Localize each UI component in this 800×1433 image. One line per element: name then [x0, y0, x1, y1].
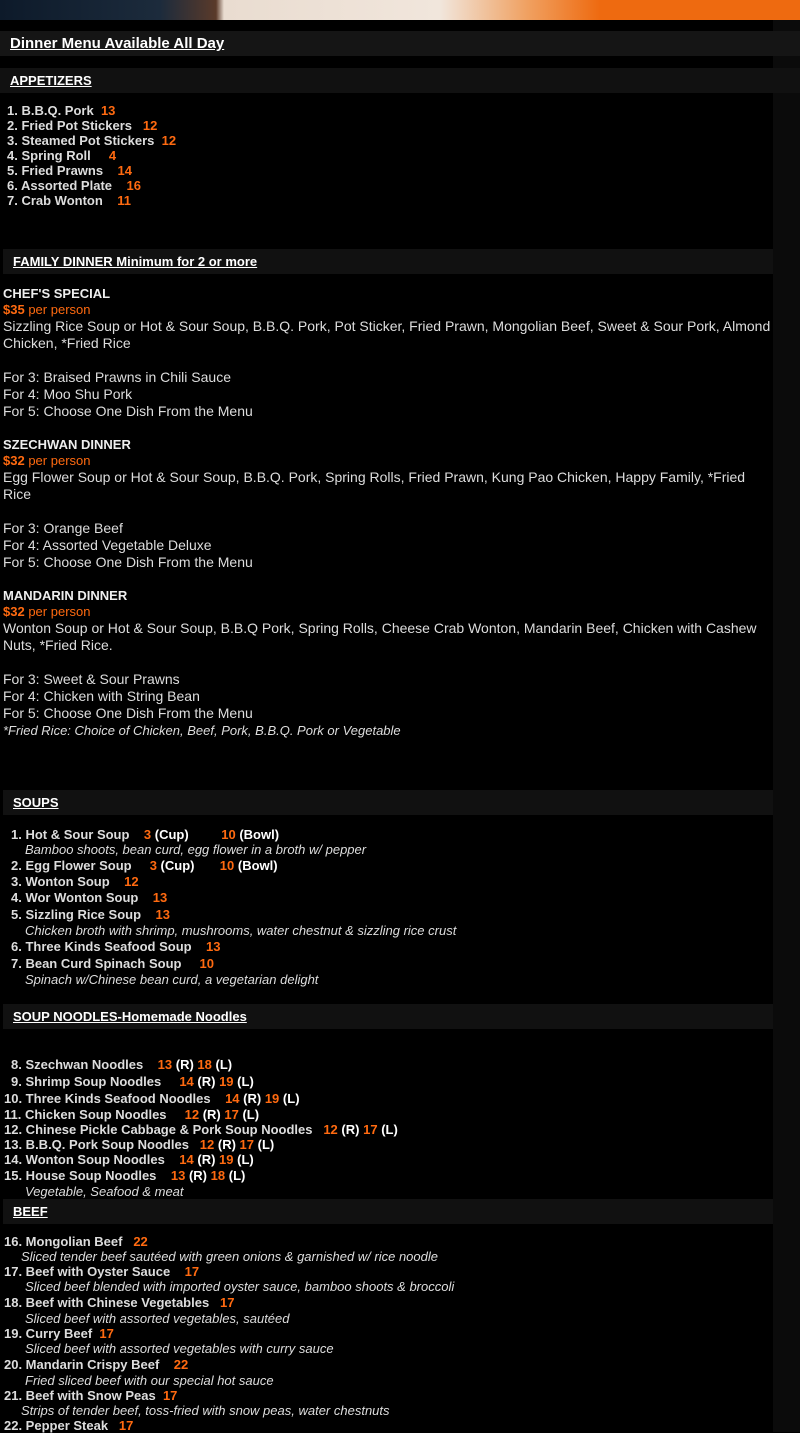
soup-item-5-description: Chicken broth with shrimp, mushrooms, water chestnut & sizzling rice crust	[25, 923, 457, 938]
item-label: 1. Hot & Sour Soup	[11, 827, 130, 842]
item-price: 12	[161, 133, 177, 148]
large-price: 18	[197, 1057, 212, 1072]
beef-item-20	[4, 1357, 188, 1372]
beef-item-19-description: Sliced beef with assorted vegetables with curry sauce	[25, 1341, 334, 1356]
item-price: 10	[199, 956, 214, 971]
noodle-item-9	[11, 1074, 254, 1089]
item-label: 19. Curry Beef	[4, 1326, 93, 1341]
soup-item-7	[11, 956, 214, 971]
item-price: 12	[124, 874, 139, 889]
item-label: 14. Wonton Soup Noodles	[4, 1152, 165, 1167]
regular-price: 14	[225, 1091, 240, 1106]
item-label: 8. Szechwan Noodles	[11, 1057, 144, 1072]
beef-item-16-description: Sliced tender beef sautéed with green onions & garnished w/ rice noodle	[21, 1249, 438, 1264]
chefs-special-description: Sizzling Rice Soup or Hot & Sour Soup, B.B.Q. Pork, Pot Sticker, Fried Prawn, Mongolian Beef, Sweet & Sour Pork, Almond Chicken, *Fried Rice	[3, 318, 771, 351]
item-label: 3. Steamed Pot Stickers	[7, 133, 155, 148]
regular-label: (R)	[341, 1122, 360, 1137]
bowl-label: (Bowl)	[239, 827, 280, 842]
soup-noodles-heading-link[interactable]: SOUP NOODLES-Homemade Noodles	[13, 1009, 247, 1024]
item-label: 22. Pepper Steak	[4, 1418, 109, 1433]
item-label: 7. Crab Wonton	[7, 193, 103, 208]
item-label: 5. Sizzling Rice Soup	[11, 907, 142, 922]
regular-price: 14	[179, 1074, 194, 1089]
item-label: 6. Three Kinds Seafood Soup	[11, 939, 192, 954]
beef-header-bar	[3, 1199, 773, 1224]
beef-item-16	[4, 1234, 148, 1249]
mandarin-dinner-description: Wonton Soup or Hot & Sour Soup, B.B.Q Pork, Spring Rolls, Cheese Crab Wonton, Mandarin Beef, Chicken with Cashew Nuts, *Fried Rice.	[3, 620, 757, 653]
item-label: 17. Beef with Oyster Sauce	[4, 1264, 171, 1279]
mandarin-dinner-price	[3, 604, 90, 619]
beef-item-17-description: Sliced beef blended with imported oyster sauce, bamboo shoots & broccoli	[25, 1279, 455, 1294]
large-price: 17	[224, 1107, 239, 1122]
mandarin-dinner-for3: For 3: Sweet & Sour Prawns	[3, 671, 180, 687]
item-label: 18. Beef with Chinese Vegetables	[4, 1295, 210, 1310]
item-label: 11. Chicken Soup Noodles	[4, 1107, 167, 1122]
appetizers-header-bar	[0, 68, 800, 93]
item-label: 16. Mongolian Beef	[4, 1234, 123, 1249]
appetizer-item-4	[7, 148, 116, 163]
szechwan-dinner-description: Egg Flower Soup or Hot & Sour Soup, B.B.Q. Pork, Spring Rolls, Fried Prawn, Kung Pao Chicken, Happy Family, *Fried Rice	[3, 469, 746, 502]
item-price: 17	[99, 1326, 114, 1341]
item-price: 13	[206, 939, 221, 954]
chefs-special-price	[3, 302, 90, 317]
large-label: (L)	[282, 1091, 300, 1106]
item-price: 17	[184, 1264, 200, 1279]
bowl-label: (Bowl)	[237, 858, 278, 873]
regular-label: (R)	[243, 1091, 262, 1106]
item-price: 13	[152, 890, 168, 905]
price-amount: $32	[3, 604, 25, 619]
soup-item-3	[11, 874, 139, 889]
item-price: 4	[108, 148, 117, 163]
item-label: 1. B.B.Q. Pork	[7, 103, 94, 118]
item-price: 17	[118, 1418, 134, 1433]
price-per: per person	[28, 604, 91, 619]
beef-heading-link[interactable]: BEEF	[13, 1204, 48, 1219]
regular-label: (R)	[202, 1107, 221, 1122]
regular-price: 13	[157, 1057, 173, 1072]
item-price: 13	[155, 907, 170, 922]
soups-heading-link[interactable]: SOUPS	[13, 795, 59, 810]
large-label: (L)	[237, 1074, 254, 1089]
large-label: (L)	[215, 1057, 233, 1072]
appetizers-heading-link[interactable]: APPETIZERS	[10, 73, 92, 88]
family-dinner-heading-link[interactable]: FAMILY DINNER Minimum for 2 or more	[13, 254, 258, 269]
price-per: per person	[28, 453, 91, 468]
item-label: 10. Three Kinds Seafood Noodles	[4, 1091, 211, 1106]
item-label: 4. Spring Roll	[7, 148, 91, 163]
regular-price: 12	[184, 1107, 200, 1122]
cup-price: 3	[143, 827, 152, 842]
item-price: 11	[117, 193, 132, 208]
noodle-item-13	[4, 1137, 274, 1152]
large-price: 19	[219, 1074, 234, 1089]
beef-item-21-description: Strips of tender beef, toss-fried with snow peas, water chestnuts	[21, 1403, 390, 1418]
item-label: 21. Beef with Snow Peas	[4, 1388, 156, 1403]
bowl-price: 10	[221, 827, 236, 842]
soup-item-5	[11, 907, 170, 922]
bowl-price: 10	[219, 858, 235, 873]
noodle-item-8	[11, 1057, 232, 1072]
regular-label: (R)	[217, 1137, 236, 1152]
noodle-item-11	[4, 1107, 259, 1122]
szechwan-dinner-price	[3, 453, 90, 468]
large-label: (L)	[381, 1122, 398, 1137]
appetizer-item-2	[7, 118, 157, 133]
szechwan-dinner-for3: For 3: Orange Beef	[3, 520, 123, 536]
beef-item-18-description: Sliced beef with assorted vegetables, sautéed	[25, 1311, 290, 1326]
large-price: 19	[219, 1152, 234, 1167]
chefs-special-for4: For 4: Moo Shu Pork	[3, 386, 133, 402]
soups-header-bar	[3, 790, 773, 815]
item-label: 5. Fried Prawns	[7, 163, 104, 178]
beef-item-18	[4, 1295, 235, 1310]
soup-item-4	[11, 890, 167, 905]
beef-item-17	[4, 1264, 199, 1279]
item-label: 4. Wor Wonton Soup	[11, 890, 139, 905]
noodle-item-10	[4, 1091, 300, 1106]
large-price: 17	[239, 1137, 254, 1152]
item-label: 6. Assorted Plate	[7, 178, 113, 193]
beef-item-19	[4, 1326, 114, 1341]
price-per: per person	[28, 302, 91, 317]
mandarin-dinner-for4: For 4: Chicken with String Bean	[3, 688, 200, 704]
item-label: 7. Bean Curd Spinach Soup	[11, 956, 182, 971]
item-label: 9. Shrimp Soup Noodles	[11, 1074, 162, 1089]
appetizer-item-5	[7, 163, 132, 178]
item-label: 12. Chinese Pickle Cabbage & Pork Soup Noodles	[4, 1122, 313, 1137]
large-label: (L)	[242, 1107, 260, 1122]
szechwan-dinner-for5: For 5: Choose One Dish From the Menu	[3, 554, 253, 570]
item-price: 14	[117, 163, 133, 178]
regular-price: 12	[323, 1122, 338, 1137]
soup-item-7-description: Spinach w/Chinese bean curd, a vegetarian delight	[25, 972, 319, 987]
appetizer-item-6	[7, 178, 141, 193]
beef-item-21	[4, 1388, 177, 1403]
item-label: 2. Egg Flower Soup	[11, 858, 132, 873]
chefs-special-for3: For 3: Braised Prawns in Chili Sauce	[3, 369, 231, 385]
soup-item-1	[11, 827, 279, 842]
cup-label: (Cup)	[160, 858, 195, 873]
appetizer-item-7	[7, 193, 131, 208]
item-price: 17	[162, 1388, 178, 1403]
item-label: 15. House Soup Noodles	[4, 1168, 157, 1183]
item-label: 3. Wonton Soup	[11, 874, 110, 889]
regular-price: 12	[199, 1137, 215, 1152]
item-label: 2. Fried Pot Stickers	[7, 118, 132, 133]
soup-item-1-description: Bamboo shoots, bean curd, egg flower in a broth w/ pepper	[25, 842, 367, 857]
soup-item-2	[11, 858, 278, 873]
item-price: 13	[100, 103, 116, 118]
regular-label: (R)	[197, 1074, 216, 1089]
item-price: 16	[126, 178, 141, 193]
beef-item-20-description: Fried sliced beef with our special hot sauce	[25, 1373, 274, 1388]
item-label: 20. Mandarin Crispy Beef	[4, 1357, 160, 1372]
noodle-item-15-description: Vegetable, Seafood & meat	[25, 1184, 184, 1199]
large-label: (L)	[257, 1137, 275, 1152]
item-label: 13. B.B.Q. Pork Soup Noodles	[4, 1137, 189, 1152]
noodle-item-15	[4, 1168, 245, 1183]
appetizer-item-1	[7, 103, 115, 118]
item-price: 22	[133, 1234, 148, 1249]
mandarin-dinner-name: MANDARIN DINNER	[3, 588, 128, 603]
large-price: 18	[210, 1168, 226, 1183]
regular-label: (R)	[175, 1057, 194, 1072]
fried-rice-note: *Fried Rice: Choice of Chicken, Beef, Pork, B.B.Q. Pork or Vegetable	[3, 723, 401, 738]
header-photo-banner	[0, 0, 800, 20]
noodle-item-14	[4, 1152, 254, 1167]
chefs-special-for5: For 5: Choose One Dish From the Menu	[3, 403, 253, 419]
page-title-link[interactable]: Dinner Menu Available All Day	[10, 35, 225, 52]
appetizer-item-3	[7, 133, 176, 148]
large-label: (L)	[228, 1168, 246, 1183]
item-price: 22	[173, 1357, 189, 1372]
regular-label: (R)	[188, 1168, 208, 1183]
item-price: 17	[220, 1295, 235, 1310]
regular-label: (R)	[197, 1152, 216, 1167]
large-label: (L)	[237, 1152, 254, 1167]
noodle-item-12	[4, 1122, 398, 1137]
soup-item-6	[11, 939, 221, 954]
price-amount: $35	[3, 302, 25, 317]
cup-label: (Cup)	[154, 827, 189, 842]
cup-price: 3	[149, 858, 157, 873]
regular-price: 14	[179, 1152, 194, 1167]
large-price: 19	[264, 1091, 280, 1106]
regular-price: 13	[170, 1168, 186, 1183]
szechwan-dinner-name: SZECHWAN DINNER	[3, 437, 131, 452]
mandarin-dinner-for5: For 5: Choose One Dish From the Menu	[3, 705, 253, 721]
chefs-special-name: CHEF'S SPECIAL	[3, 286, 111, 301]
szechwan-dinner-for4: For 4: Assorted Vegetable Deluxe	[3, 537, 212, 553]
large-price: 17	[363, 1122, 378, 1137]
price-amount: $32	[3, 453, 25, 468]
item-price: 12	[142, 118, 158, 133]
page-right-strip	[773, 0, 800, 1432]
beef-item-22	[4, 1418, 133, 1433]
